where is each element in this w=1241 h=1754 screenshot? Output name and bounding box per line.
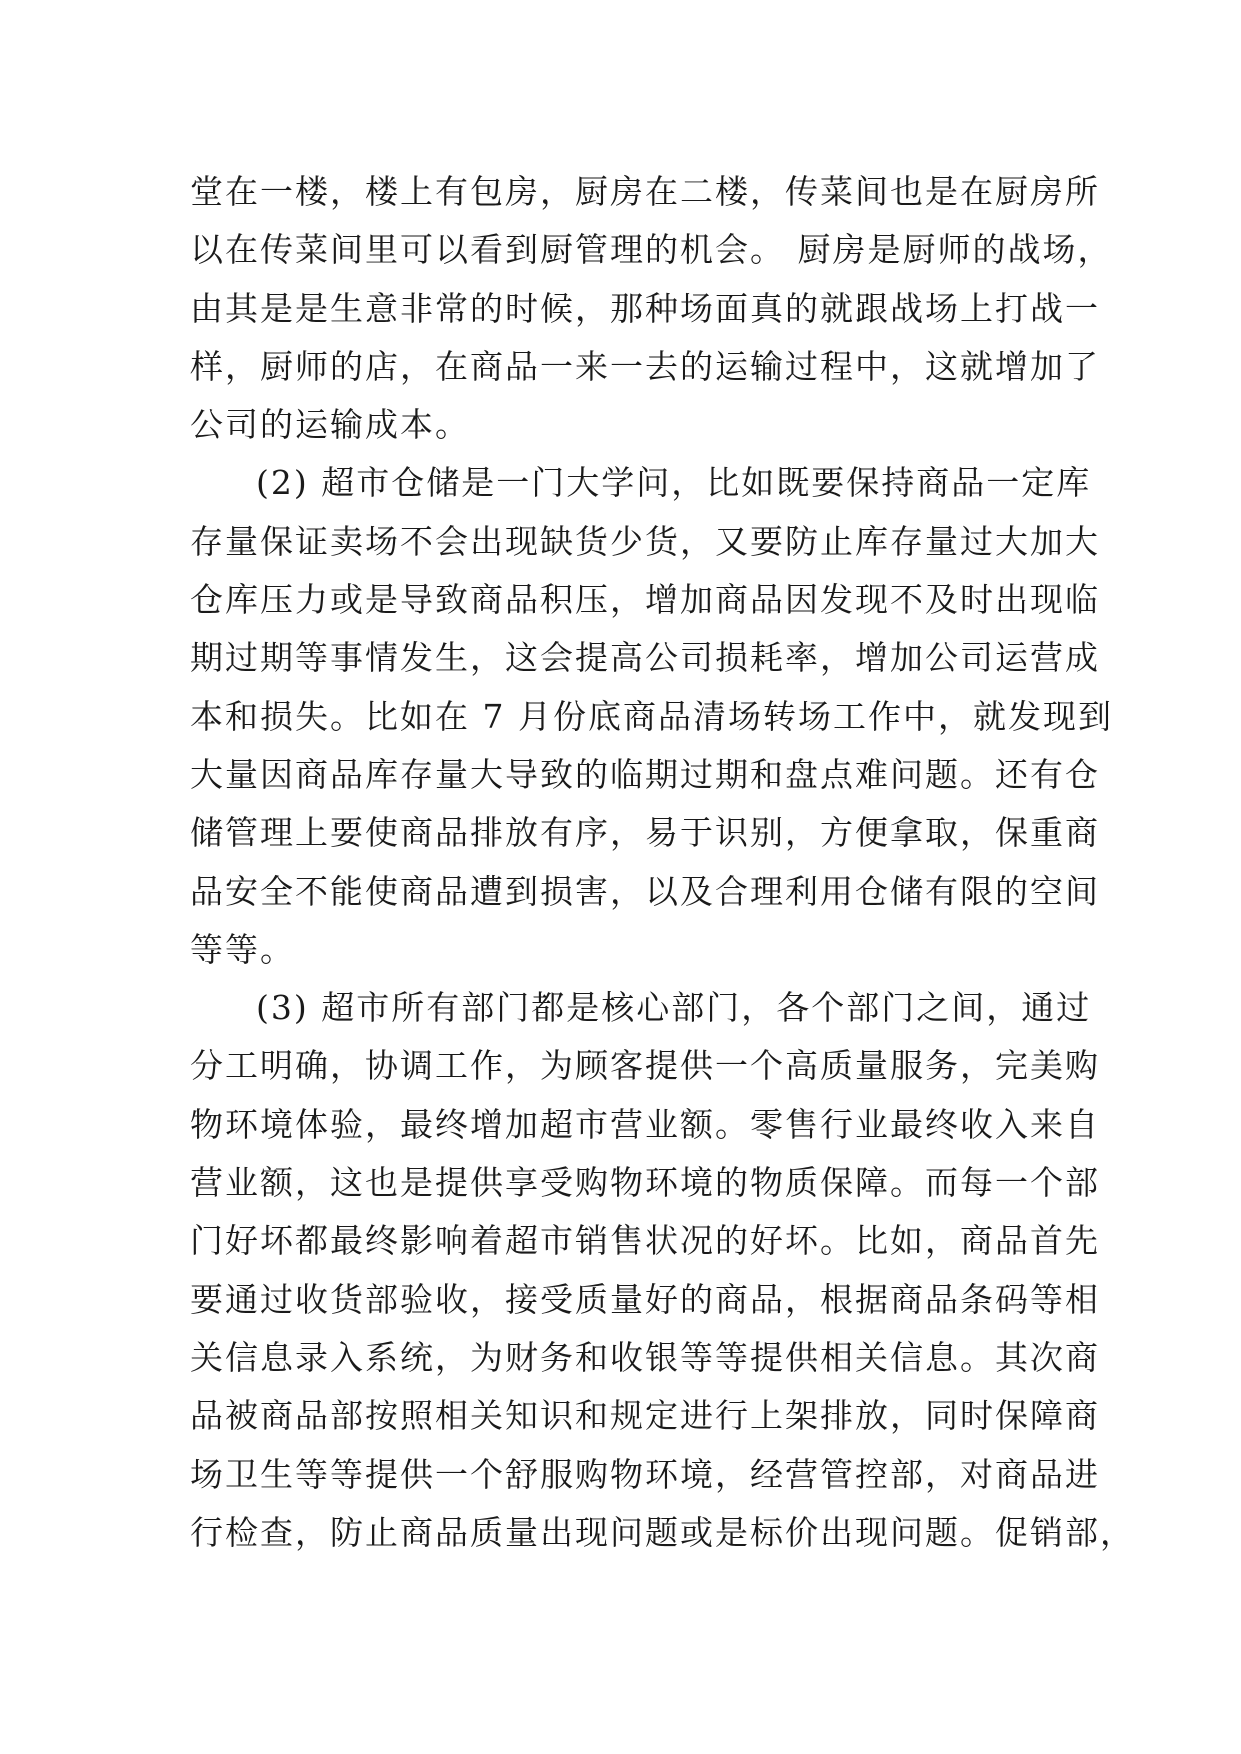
text-line: 要通过收货部验收，接受质量好的商品，根据商品条码等相 (190, 1279, 1100, 1319)
text-line: 品安全不能使商品遭到损害，以及合理利用仓储有限的空间 (190, 871, 1100, 911)
text-line: 品被商品部按照相关知识和规定进行上架排放，同时保障商 (190, 1396, 1100, 1436)
text-line: 关信息录入系统，为财务和收银等等提供相关信息。其次商 (190, 1337, 1100, 1377)
text-line: 储管理上要使商品排放有序，易于识别，方便拿取，保重商 (190, 813, 1100, 853)
text-line: 样，厨师的店，在商品一来一去的运输过程中，这就增加了 (190, 346, 1100, 386)
paragraph-2-first-line: (2) 超市仓储是一门大学问，比如既要保持商品一定库 (256, 463, 1092, 503)
text-line: 期过期等事情发生，这会提高公司损耗率，增加公司运营成 (190, 638, 1100, 678)
text-line: 营业额，这也是提供享受购物环境的物质保障。而每一个部 (190, 1163, 1100, 1203)
text-line: 堂在一楼，楼上有包房，厨房在二楼，传菜间也是在厨房所 (190, 172, 1100, 211)
text-line: 仓库压力或是导致商品积压，增加商品因发现不及时出现临 (190, 580, 1100, 620)
body-text (190, 163, 1135, 1562)
text-line: 本和损失。比如在 7 月份底商品清场转场工作中，就发现到 (190, 696, 1113, 736)
text-line: 分工明确，协调工作，为顾客提供一个高质量服务，完美购 (190, 1046, 1100, 1086)
text-line: 存量保证卖场不会出现缺货少货，又要防止库存量过大加大 (190, 521, 1100, 561)
text-line: 门好坏都最终影响着超市销售状况的好坏。比如，商品首先 (190, 1221, 1100, 1261)
text-line: 场卫生等等提供一个舒服购物环境，经营管控部，对商品进 (190, 1454, 1100, 1494)
text-line: 公司的运输成本。 (190, 405, 470, 445)
text-line: 大量因商品库存量大导致的临期过期和盘点难问题。还有仓 (190, 754, 1100, 794)
text-line: 行检查，防止商品质量出现问题或是标价出现问题。促销部， (190, 1512, 1135, 1552)
text-line: 等等。 (190, 929, 295, 969)
text-line: 由其是是生意非常的时候，那种场面真的就跟战场上打战一 (190, 288, 1100, 328)
paragraph-3-first-line: (3) 超市所有部门都是核心部门，各个部门之间，通过 (256, 988, 1092, 1028)
text-line: 物环境体验，最终增加超市营业额。零售行业最终收入来自 (190, 1104, 1100, 1144)
text-line: 以在传菜间里可以看到厨管理的机会。 厨房是厨师的战场， (190, 230, 1113, 270)
